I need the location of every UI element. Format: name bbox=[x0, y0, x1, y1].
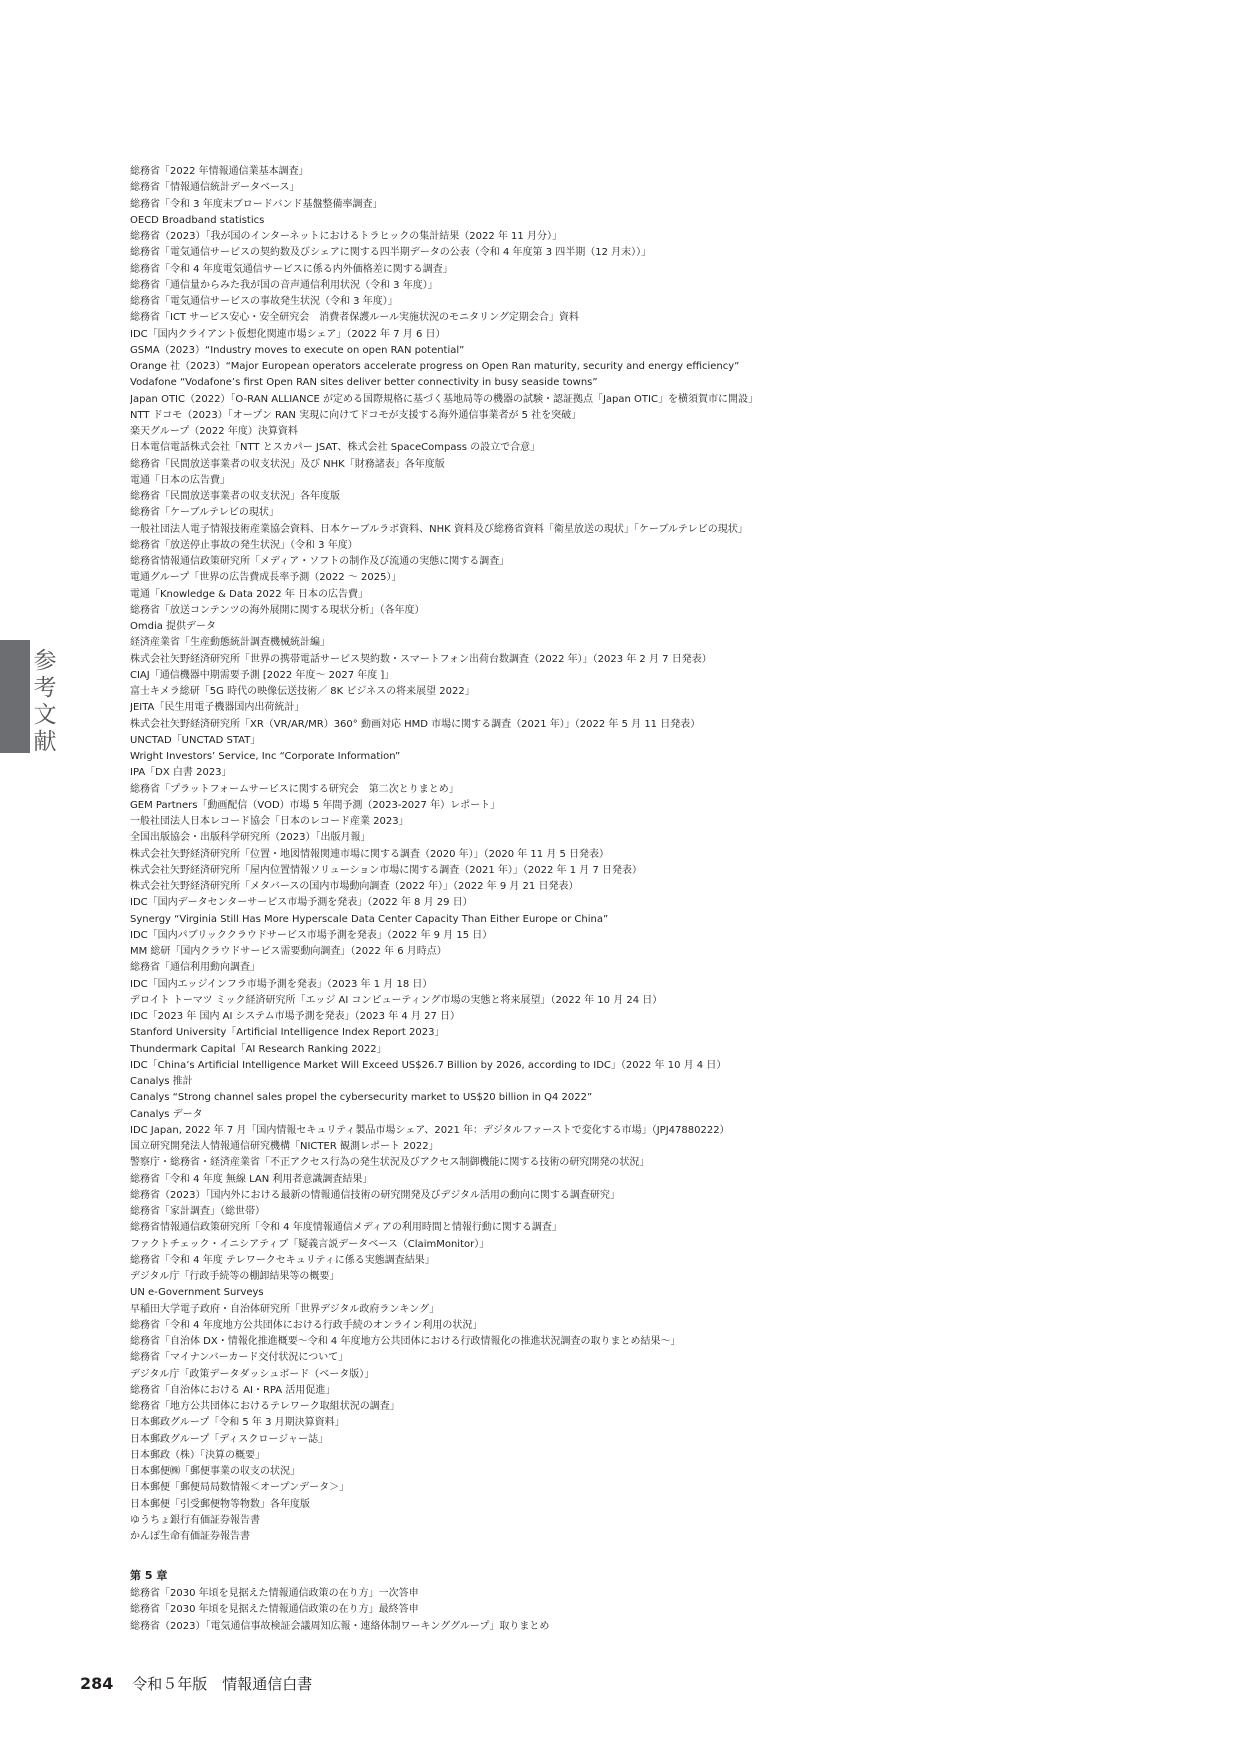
reference-item: 総務省「地方公共団体におけるテレワーク取組状況の調査」 bbox=[130, 1401, 400, 1412]
reference-item: 総務省「令和 3 年度末ブロードバンド基盤整備率調査」 bbox=[130, 198, 383, 210]
page-footer bbox=[80, 1673, 312, 1695]
reference-item: 総務省「令和 4 年度電気通信サービスに係る内外価格差に関する調査」 bbox=[130, 263, 453, 275]
reference-item: 全国出版協会・出版科学研究所（2023）「出版月報」 bbox=[130, 832, 371, 844]
reference-item: 総務省「民間放送事業者の収支状況」及び NHK「財務諸表」各年度版 bbox=[130, 458, 445, 470]
reference-item: 総務省「令和 4 年度 無線 LAN 利用者意識調査結果」 bbox=[130, 1173, 373, 1185]
reference-item: 日本郵便「郵便局局数情報＜オープンデータ＞」 bbox=[130, 1482, 350, 1494]
reference-item: 総務省「電気通信サービスの事故発生状況（令和 3 年度）」 bbox=[130, 296, 398, 307]
reference-item: 総務省情報通信政策研究所「令和 4 年度情報通信メディアの利用時間と情報行動に関する調査」 bbox=[130, 1222, 562, 1234]
reference-item: 総務省（2023）「国内外における最新の情報通信技術の研究開発及びデジタル活用の動向に関する調査研究」 bbox=[130, 1189, 620, 1201]
reference-item: 総務省情報通信政策研究所「メディア・ソフトの制作及び流通の実態に関する調査」 bbox=[130, 556, 510, 567]
reference-item: 電通「日本の広告費」 bbox=[130, 474, 230, 486]
reference-item: 株式会社矢野経済研究所「メタバースの国内市場動向調査（2022 年）」（2022 年 9 月 21 日発表） bbox=[130, 881, 579, 892]
reference-item: かんぽ生命有価証券報告書 bbox=[130, 1531, 250, 1542]
reference-item: 総務省「情報通信統計データベース」 bbox=[130, 182, 300, 194]
reference-item: IDC「2023 年 国内 AI システム市場予測を発表」（2023 年 4 月 27 日） bbox=[130, 1011, 461, 1022]
reference-item: IDC「国内エッジインフラ市場予測を発表」（2023 年 1 月 18 日） bbox=[130, 978, 433, 990]
reference-item: 総務省「放送停止事故の発生状況」（令和 3 年度） bbox=[130, 539, 358, 551]
reference-item: 株式会社矢野経済研究所「屋内位置情報ソリューション市場に関する調査（2021 年）」（2022 年 1 月 7 日発表） bbox=[130, 864, 642, 876]
reference-item: Canalys データ bbox=[130, 1108, 203, 1120]
reference-item: IDC「国内データセンターサービス市場予測を発表」（2022 年 8 月 29 日） bbox=[130, 897, 473, 909]
reference-item: Wright Investors’ Service, Inc “Corporate Information” bbox=[130, 751, 401, 762]
reference-item: 国立研究開発法人情報通信研究機構「NICTER 観測レポート 2022」 bbox=[130, 1141, 439, 1152]
reference-item: ファクトチェック・イニシアティブ「疑義言説データベース（ClaimMonitor）」 bbox=[130, 1238, 490, 1250]
reference-item: 日本郵便㈱「郵便事業の収支の状況」 bbox=[130, 1466, 300, 1477]
reference-item: GEM Partners「動画配信（VOD）市場 5 年間予測（2023-2027 年）レポート」 bbox=[130, 799, 501, 811]
reference-item: MM 総研「国内クラウドサービス需要動向調査」（2022 年 6 月時点） bbox=[130, 946, 447, 957]
reference-item: デジタル庁「政策データダッシュボード（ベータ版）」 bbox=[130, 1368, 375, 1380]
side-tab-bar bbox=[0, 640, 30, 753]
reference-item: 総務省「通信量からみた我が国の音声通信利用状況（令和 3 年度）」 bbox=[130, 279, 438, 291]
reference-item: Stanford University「Artificial Intelligence Index Report 2023」 bbox=[130, 1027, 445, 1039]
reference-item: 電通「Knowledge & Data 2022 年 日本の広告費」 bbox=[130, 588, 368, 600]
reference-item: 総務省「2030 年頃を見据えた情報通信政策の在り方」最終答申 bbox=[130, 1604, 419, 1616]
reference-item: 総務省「ICT サービス安心・安全研究会 消費者保護ルール実施状況のモニタリング定期会合」資料 bbox=[130, 312, 579, 324]
reference-item: 株式会社矢野経済研究所「世界の携帯電話サービス契約数・スマートフォン出荷台数調査（2022 年）」（2023 年 2 月 7 日発表） bbox=[130, 653, 712, 665]
reference-item: 楽天グループ（2022 年度）決算資料 bbox=[130, 426, 298, 437]
reference-item: IDC「国内クライアント仮想化関連市場シェア」（2022 年 7 月 6 日） bbox=[130, 328, 446, 340]
reference-item: Synergy “Virginia Still Has More Hyperscale Data Center Capacity Than Either Europe or China” bbox=[130, 913, 609, 925]
reference-item: Orange 社（2023）“Major European operators accelerate progress on Open Ran maturity, security and energy efficiency” bbox=[130, 361, 740, 372]
reference-item: 総務省「自治体 DX・情報化推進概要～令和 4 年度地方公共団体における行政情報化の推進状況調査の取りまとめ結果～」 bbox=[130, 1336, 681, 1347]
reference-item: 日本郵政（株）「決算の概要」 bbox=[130, 1449, 265, 1461]
reference-item: 総務省「通信利用動向調査」 bbox=[130, 962, 260, 974]
reference-item: IDC Japan, 2022 年 7 月「国内情報セキュリティ製品市場シェア、2021 年：デジタルファーストで変化する市場」（JPJ47880222） bbox=[130, 1124, 730, 1136]
chapter-5-reference-list bbox=[130, 1586, 1130, 1635]
reference-item: IDC「国内パブリッククラウドサービス市場予測を発表」（2022 年 9 月 15 日） bbox=[130, 929, 493, 941]
reference-item: Vodafone “Vodafone’s first Open RAN sites deliver better connectivity in busy seaside towns” bbox=[130, 377, 598, 389]
reference-item: 警察庁・総務省・経済産業省「不正アクセス行為の発生状況及びアクセス制御機能に関する技術の研究開発の状況」 bbox=[130, 1157, 650, 1169]
reference-item: Canalys “Strong channel sales propel the cybersecurity market to US$20 billion in Q4 2022” bbox=[130, 1092, 593, 1104]
reference-item: 株式会社矢野経済研究所「XR（VR/AR/MR）360° 動画対応 HMD 市場に関する調査（2021 年）」（2022 年 5 月 11 日発表） bbox=[130, 718, 701, 730]
reference-item: 総務省「令和 4 年度地方公共団体における行政手続のオンライン利用の状況」 bbox=[130, 1319, 483, 1331]
reference-item: CIAJ「通信機器中期需要予測 [2022 年度～ 2027 年度 ]」 bbox=[130, 669, 395, 681]
reference-item: 経済産業省「生産動態統計調査機械統計編」 bbox=[130, 637, 330, 649]
reference-item: 総務省「放送コンテンツの海外展開に関する現状分析」（各年度） bbox=[130, 604, 425, 616]
reference-item: 総務省「マイナンバーカード交付状況について」 bbox=[130, 1352, 349, 1364]
reference-item: 総務省「2030 年頃を見据えた情報通信政策の在り方」一次答申 bbox=[130, 1588, 419, 1599]
chapter-5-heading: 第 5 章 bbox=[130, 1569, 168, 1582]
side-tab-label: 参考文献 bbox=[33, 648, 57, 755]
reference-item: 総務省（2023）「電気通信事故検証会議周知広報・連絡体制ワーキンググループ」取りまとめ bbox=[130, 1620, 550, 1632]
reference-item: 総務省「民間放送事業者の収支状況」各年度版 bbox=[130, 491, 340, 502]
reference-item: 株式会社矢野経済研究所「位置・地図情報関連市場に関する調査（2020 年）」（2020 年 11 月 5 日発表） bbox=[130, 848, 610, 860]
reference-item: Canalys 推計 bbox=[130, 1076, 193, 1087]
reference-item: 総務省「家計調査」（総世帯） bbox=[130, 1206, 265, 1217]
publication-title: 令和５年版 情報通信白書 bbox=[132, 1675, 313, 1693]
reference-item: 日本電信電話株式会社「NTT とスカパー JSAT、株式会社 SpaceCompass の設立で合意」 bbox=[130, 442, 541, 454]
reference-item: 総務省「令和 4 年度 テレワークセキュリティに係る実態調査結果」 bbox=[130, 1254, 435, 1266]
reference-item: 総務省「2022 年情報通信業基本調査」 bbox=[130, 166, 309, 177]
reference-item: 総務省「プラットフォームサービスに関する研究会 第二次とりまとめ」 bbox=[130, 783, 459, 795]
reference-item: IDC「China’s Artificial Intelligence Market Will Exceed US$26.7 Billion by 2026, according to IDC」（2022 年 10 月 4 日） bbox=[130, 1059, 727, 1071]
reference-item: 一般社団法人電子情報技術産業協会資料、日本ケーブルラボ資料、NHK 資料及び総務省資料「衛星放送の現状」「ケーブルテレビの現状」 bbox=[130, 523, 748, 535]
reference-item: 早稲田大学電子政府・自治体研究所「世界デジタル政府ランキング」 bbox=[130, 1303, 440, 1315]
reference-item: 日本郵政グループ「ディスクロージャー誌」 bbox=[130, 1433, 328, 1445]
reference-item: 富士キメラ総研「5G 時代の映像伝送技術／ 8K ビジネスの将来展望 2022」 bbox=[130, 686, 475, 697]
reference-item: デジタル庁「行政手続等の棚卸結果等の概要」 bbox=[130, 1271, 340, 1282]
reference-item: 日本郵便「引受郵便物等物数」各年度版 bbox=[130, 1498, 310, 1510]
reference-item: 総務省（2023）「我が国のインターネットにおけるトラヒックの集計結果（2022 年 11 月分）」 bbox=[130, 231, 562, 242]
reference-item: 総務省「ケーブルテレビの現状」 bbox=[130, 507, 279, 519]
reference-item: JEITA「民生用電子機器国内出荷統計」 bbox=[130, 702, 305, 714]
reference-item: GSMA（2023）“Industry moves to execute on open RAN potential” bbox=[130, 344, 465, 356]
reference-item: UN e-Government Surveys bbox=[130, 1287, 264, 1299]
reference-item: Japan OTIC（2022）「O-RAN ALLIANCE が定める国際規格に基づく基地局等の機器の試験・認証拠点「Japan OTIC」を横須賀市に開設」 bbox=[130, 393, 758, 405]
reference-item: IPA「DX 白書 2023」 bbox=[130, 767, 232, 779]
reference-item: UNCTAD「UNCTAD STAT」 bbox=[130, 734, 261, 746]
reference-item: 総務省「電気通信サービスの契約数及びシェアに関する四半期データの公表（令和 4 年度第 3 四半期（12 月末））」 bbox=[130, 247, 652, 259]
page-number: 284 bbox=[80, 1674, 114, 1693]
reference-item: OECD Broadband statistics bbox=[130, 214, 265, 226]
reference-item: 電通グループ「世界の広告費成長率予測（2022 ～ 2025）」 bbox=[130, 572, 402, 584]
reference-item: Thundermark Capital「AI Research Ranking 2022」 bbox=[130, 1043, 387, 1055]
reference-item: 総務省「自治体における AI・RPA 活用促進」 bbox=[130, 1384, 336, 1396]
reference-item: デロイト トーマツ ミック経済研究所「エッジ AI コンピューティング市場の実態と将来展望」（2022 年 10 月 24 日） bbox=[130, 994, 663, 1006]
reference-item: 日本郵政グループ「令和 5 年 3 月期決算資料」 bbox=[130, 1417, 345, 1429]
reference-item: ゆうちょ銀行有価証券報告書 bbox=[130, 1514, 260, 1526]
reference-item: 一般社団法人日本レコード協会「日本のレコード産業 2023」 bbox=[130, 816, 409, 827]
reference-item: Omdia 提供データ bbox=[130, 621, 217, 632]
reference-item: NTT ドコモ（2023）「オープン RAN 実現に向けてドコモが支援する海外通信事業者が 5 社を突破」 bbox=[130, 409, 582, 421]
reference-list bbox=[130, 164, 1130, 1545]
